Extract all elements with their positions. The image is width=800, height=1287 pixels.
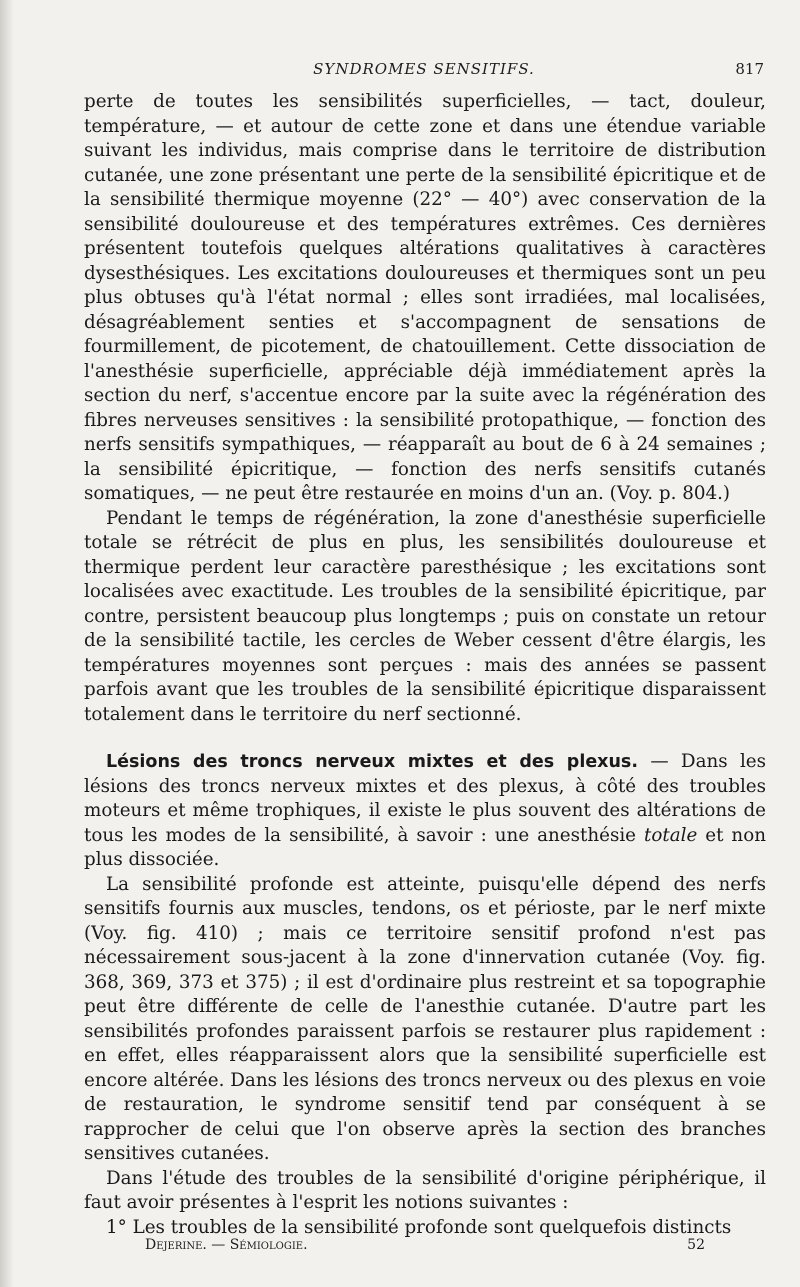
page-footer (145, 1237, 705, 1259)
emphasis-text: totale (644, 824, 698, 846)
page-spine-shadow (0, 0, 14, 1287)
page-number: 817 (735, 60, 764, 78)
paragraph-mixed-nerves (84, 750, 766, 873)
page-header (84, 60, 764, 84)
signature-mark: 52 (687, 1237, 705, 1253)
paragraph-continued: perte de toutes les sensibilités superficielles, — tact, douleur, température, — et autour de cette zone et dans une étendue variable suivant les individus, mais comprise dans le territoire de distribution cutanée, une zone présentant une perte de la sensibilité épicritique et de la sensibilité thermique moyenne (22° — 40°) avec conservation de la sensibilité douloureuse et des températures extrêmes. Ces dernières présentent toutefois quelques altérations qualitatives à caractères dysesthésiques. Les excitations douloureuses et thermiques sont un peu plus obtuses qu'à l'état normal ; elles sont irradiées, mal localisées, désagréablement senties et s'accompagnent de sensations de fourmillement, de picotement, de chatouillement. Cette dissociation de l'anesthésie superficielle, appréciable déjà immédiatement après la section du nerf, s'accentue encore par la suite avec la régénération des fibres nerveuses sensitives : la sensibilité protopathique, — fonction des nerfs sensitifs sympathiques, — réapparaît au bout de 6 à 24 semaines ; la sensibilité épicritique, — fonction des nerfs sensitifs cutanés somatiques, — ne peut être restaurée en moins d'un an. (Voy. p. 804.) (84, 91, 766, 504)
paragraph-numbered-item: 1° Les troubles de la sensibilité profonde sont quelquefois distincts (106, 1216, 732, 1238)
footer-signature: Dejerine. — Sémiologie. (145, 1237, 308, 1253)
section-heading: Lésions des troncs nerveux mixtes et des plexus. (106, 752, 638, 772)
paragraph-regeneration: Pendant le temps de régénération, la zone d'anesthésie superficielle totale se rétrécit de plus en plus, les sensibilités douloureuse et thermique perdent leur caractère paresthésique ; les excitations sont localisées avec exactitude. Les troubles de la sensibilité épicritique, par contre, persistent beaucoup plus longtemps ; puis on constate un retour de la sensibilité tactile, les cercles de Weber cessent d'être élargis, les températures moyennes sont perçues : mais des années se passent parfois avant que les troubles de la sensibilité épicritique disparaissent totalement dans le territoire du nerf sectionné. (84, 507, 766, 725)
paragraph-deep-sensibility: La sensibilité profonde est atteinte, puisqu'elle dépend des nerfs sensitifs fournis aux muscles, tendons, os et périoste, par le nerf mixte (Voy. fig. 410) ; mais ce territoire sensitif profond n'est pas nécessairement sous-jacent à la zone d'innervation cutanée (Voy. fig. 368, 369, 373 et 375) ; il est d'ordinaire plus restreint et sa topographie peut être différente de celle de l'anesthie cutanée. D'autre part les sensibilités profondes paraissent parfois se restaurer plus rapidement : en effet, elles réapparaissent alors que la sensibilité superficielle est encore altérée. Dans les lésions des troncs nerveux ou des plexus en voie de restauration, le syndrome sensitif tend par conséquent à se rapprocher de celui que l'on observe après la section des branches sensitives cutanées. (84, 873, 766, 1164)
paragraph-text: — Dans les lésions des troncs nerveux mixtes et des plexus, à côté des troubles moteurs et même trophiques, il existe le plus souvent des altérations de tous les modes de la sensibilité, à savoir : une anesthésie (84, 751, 766, 846)
page-body (84, 90, 766, 1240)
running-title: SYNDROMES SENSITIFS. (313, 60, 535, 78)
paragraph-study-notions: Dans l'étude des troubles de la sensibilité d'origine périphérique, il faut avoir présentes à l'esprit les notions suivantes : (84, 1167, 766, 1213)
paragraph-text: et non plus dissociée. (84, 824, 766, 870)
